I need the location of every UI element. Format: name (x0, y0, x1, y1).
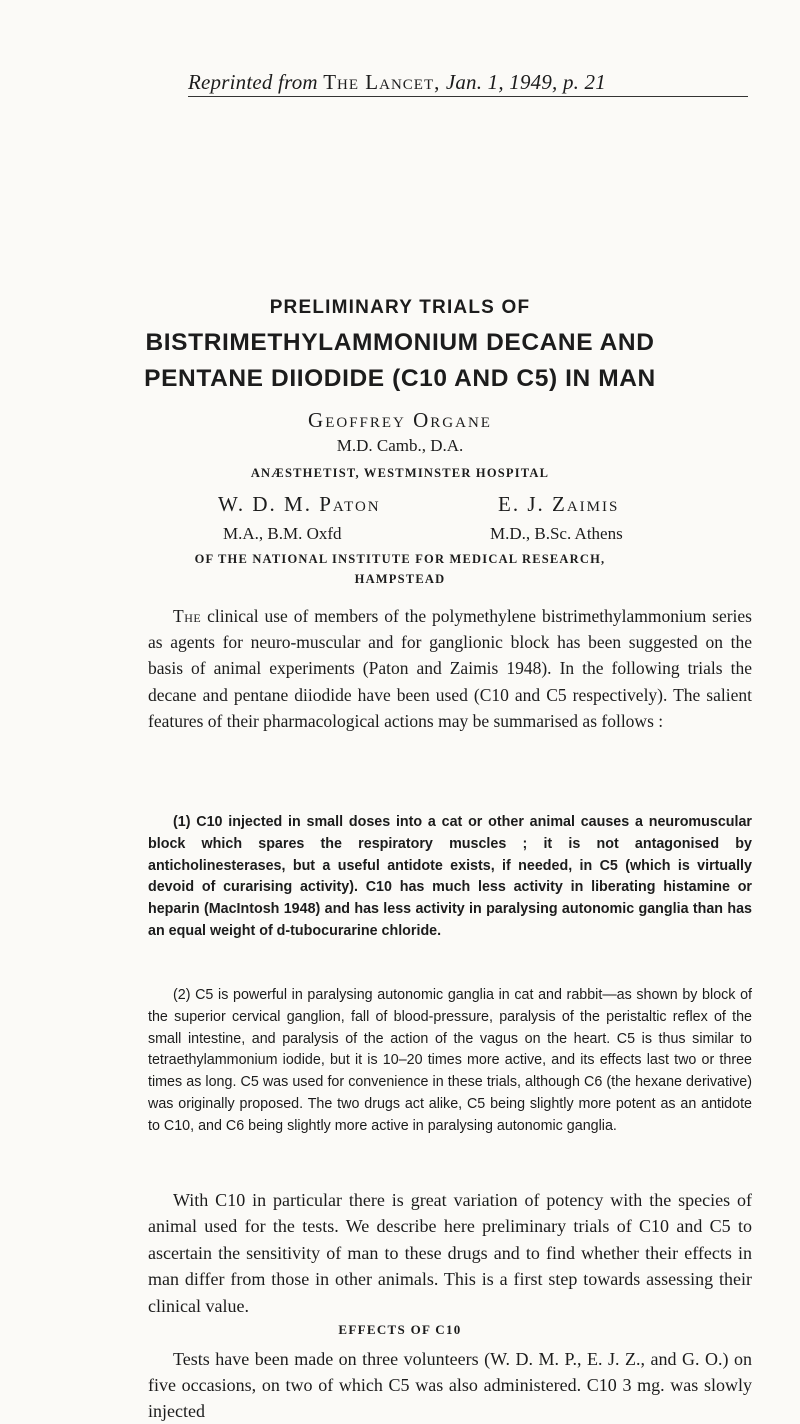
reprinted-from: Reprinted from (188, 70, 318, 94)
institution-line-1: OF THE NATIONAL INSTITUTE FOR MEDICAL RESEARCH, (194, 552, 606, 566)
author-paton-degrees: M.A., B.M. Oxfd (223, 524, 342, 543)
intro-paragraph (148, 603, 752, 734)
title-line-3: PENTANE DIIODIDE (C10 AND C5) IN MAN (144, 365, 656, 392)
author-paton: W. D. M. Paton (218, 492, 381, 516)
para-4-block (148, 1346, 752, 1424)
para-4-paragraph: Tests have been made on three volunteers (W. D. M. P., E. J. Z., and G. O.) on five occasions, on two of which C5 was also administered. C10 3 mg. was slowly injected (148, 1349, 752, 1421)
section-heading: EFFECTS OF C10 (338, 1322, 462, 1337)
title-line-2: BISTRIMETHYLAMMONIUM DECANE AND (145, 329, 655, 356)
author-organe-degrees: M.D. Camb., D.A. (336, 436, 464, 455)
para-3-paragraph: With C10 in particular there is great variation of potency with the species of animal used for the tests. We describe here preliminary trials of C10 and C5 to ascertain the sensitivity of man to these drugs and to find whether their effects in man differ from those in other animals. This is a first step towards assessing their clinical value. (148, 1190, 752, 1316)
point-2-paragraph: (2) C5 is powerful in paralysing autonomic ganglia in cat and rabbit—as shown by block of the superior cervical ganglion, fall of blood-pressure, paralysis of the peristaltic reflex of the small intestine, and paralysis of the action of the vagus on the heart. C5 is thus similar to tetraethylammonium iodide, but it is 10–20 times more active, and its effects last two or three times as long. C5 was used for convenience in these trials, although C6 (the hexane derivative) was originally proposed. The two drugs act alike, C5 being slightly more potent as an antidote to C10, and C6 being slightly more active in paralysing autonomic ganglia. (148, 987, 752, 1134)
point-2-block (148, 985, 752, 1138)
author-zaimis-degrees: M.D., B.Sc. Athens (490, 524, 623, 543)
institution-line-2: HAMPSTEAD (354, 572, 446, 586)
intro-paragraph-block (148, 603, 752, 734)
issue-date: Jan. 1, 1949, p. 21 (445, 70, 606, 94)
point-1-paragraph: (1) C10 injected in small doses into a cat or other animal causes a neuromuscular block which spares the respiratory muscles ; it is not antagonised by anticholinesterases, but a useful antidote exists, if needed, in C5 (which is virtually devoid of curarising activity). C10 has much less activity in liberating histamine or heparin (MacIntosh 1948) and has less activity in paralysing autonomic ganglia than has an equal weight of d-tubocurarine chloride. (148, 814, 752, 939)
reprint-header (188, 70, 748, 97)
author-organe-post: ANÆSTHETIST, WESTMINSTER HOSPITAL (250, 466, 550, 480)
intro-lead-word: The (173, 606, 202, 626)
para-3-block (148, 1187, 752, 1319)
author-zaimis: E. J. Zaimis (498, 492, 620, 516)
author-organe: Geoffrey Organe (308, 408, 492, 432)
journal-name: The Lancet, (323, 70, 441, 94)
point-1-block (148, 812, 752, 943)
intro-text: clinical use of members of the polymethylene bistrimethylammonium series as agents for neuro-muscular and for ganglionic block has been suggested on the basis of animal experiments (Paton and Zaimis 1948). In the following trials the decane and pentane diiodide have been used (C10 and C5 respectively). The salient features of their pharmacological actions may be summarised as follows : (148, 606, 752, 731)
title-line-1: PRELIMINARY TRIALS OF (269, 297, 531, 318)
